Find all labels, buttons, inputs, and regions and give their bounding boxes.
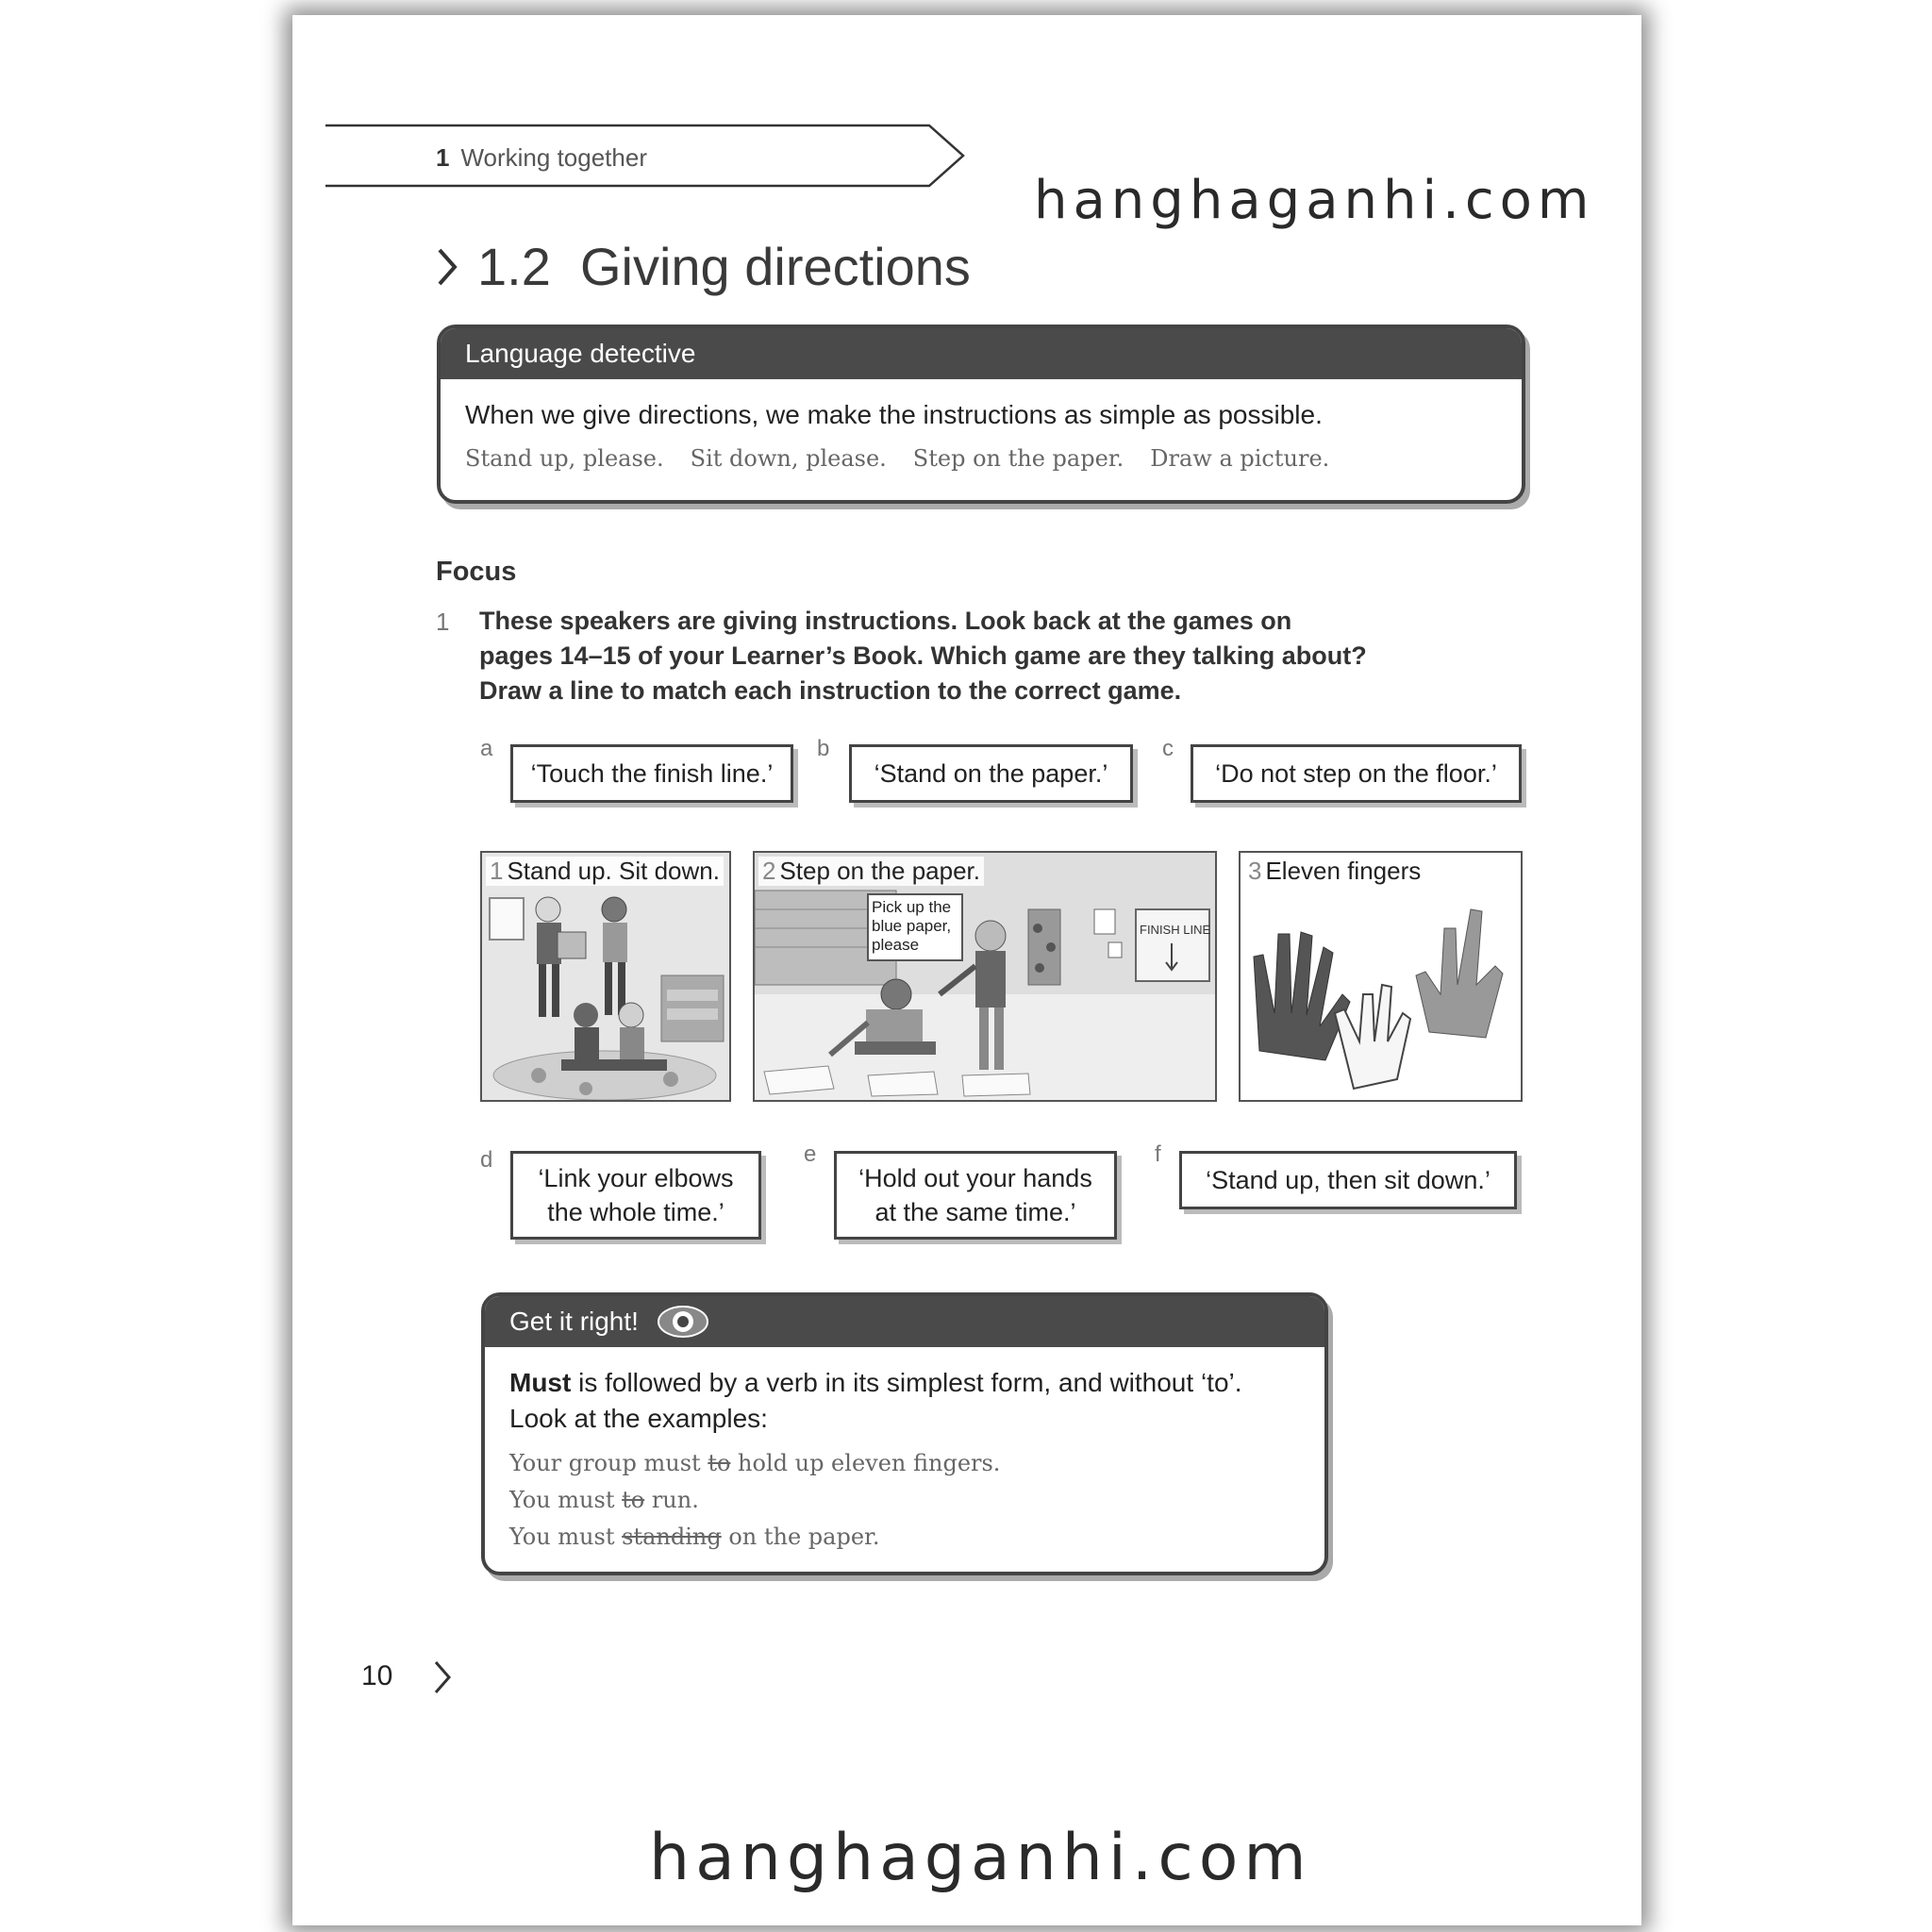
example-sentence [509,1482,1300,1519]
example-before: You must [509,1524,623,1550]
speech-box-c[interactable] [1191,744,1522,803]
finish-line-sign: FINISH LINE [1140,923,1211,937]
chapter-title: Working together [460,143,647,172]
speech-bubble [872,898,962,955]
example-before: Your group must [509,1450,708,1476]
example-phrase: Stand up, please. [465,445,664,472]
speech-bubble-line: blue paper, [872,917,952,935]
example-sentence [509,1519,1300,1556]
watermark-top: hanghaganhi.com [1034,170,1595,231]
picture-title: Stand up. Sit down. [507,857,720,885]
get-it-right-examples [509,1445,1300,1556]
speech-box-a[interactable] [510,744,793,803]
get-it-right-box [481,1292,1328,1575]
example-phrase: Sit down, please. [690,445,887,472]
page-number: 10 [361,1660,393,1691]
speech-line: ‘Link your elbows [538,1164,734,1192]
watermark-bottom: hanghaganhi.com [649,1821,1312,1895]
picture-number: 2 [762,857,776,885]
language-detective-heading: Language detective [441,328,1522,379]
example-after: hold up eleven fingers. [730,1450,1001,1476]
speech-line: ‘Stand up, then sit down.’ [1206,1166,1491,1194]
example-sentence [509,1445,1300,1482]
struck-word: standing [622,1524,722,1550]
picture-number: 1 [490,857,504,885]
question-text [479,604,1423,708]
speech-box-d[interactable] [510,1151,761,1240]
chapter-number: 1 [436,143,450,172]
language-detective-box [437,325,1525,504]
chapter-label [436,143,647,173]
get-it-right-rule [509,1368,1300,1398]
question-number: 1 [436,608,450,636]
speech-box-f[interactable] [1179,1151,1517,1209]
speech-line: at the same time.’ [874,1198,1076,1226]
section-title-text: 1.2 Giving directions [477,237,971,296]
section-title [436,236,971,297]
speech-line: the whole time.’ [547,1198,724,1226]
picture-label [486,857,724,886]
get-it-right-header [485,1296,1324,1347]
question-line: These speakers are giving instructions. Look back at the games on [479,607,1292,635]
picture-label [1244,857,1424,886]
speech-line: ‘Hold out your hands [858,1164,1092,1192]
question-line: pages 14–15 of your Learner’s Book. Which game are they talking about? [479,641,1367,670]
option-letter: f [1155,1141,1161,1167]
example-phrase: Step on the paper. [912,445,1124,472]
option-letter: b [817,736,830,761]
picture-number: 3 [1248,857,1262,885]
step-on-paper-illustration [755,853,1215,1100]
language-detective-text: When we give directions, we make the instructions as simple as possible. [465,400,1323,429]
speech-line: ‘Stand on the paper.’ [874,759,1108,788]
speech-box-e[interactable] [834,1151,1117,1240]
speech-line: ‘Do not step on the floor.’ [1215,759,1497,788]
picture-label [758,857,984,886]
chevron-right-icon [436,246,458,288]
option-letter: d [480,1147,493,1173]
language-detective-examples [465,445,1497,472]
option-letter: c [1162,736,1174,761]
picture-panel-3[interactable] [1239,851,1523,1102]
example-after: run. [644,1487,699,1513]
struck-word: to [708,1450,731,1476]
speech-bubble-line: please [872,936,920,954]
get-it-right-heading: Get it right! [509,1307,639,1336]
picture-panel-2[interactable] [753,851,1217,1102]
example-before: You must [509,1487,623,1513]
must-word: Must [509,1368,572,1397]
picture-title: Eleven fingers [1265,857,1422,885]
chevron-right-icon [432,1658,453,1696]
option-letter: e [804,1141,817,1167]
struck-word: to [622,1487,645,1513]
picture-panel-1[interactable] [480,851,731,1102]
question-line: Draw a line to match each instruction to the correct game. [479,676,1182,705]
children-standing-sitting-illustration [482,853,729,1100]
speech-bubble-line: Pick up the [872,898,952,916]
eye-target-icon [656,1304,710,1340]
hands-illustration [1241,853,1521,1100]
speech-line: ‘Touch the finish line.’ [530,759,774,788]
option-letter: a [480,736,493,761]
get-it-right-line2: Look at the examples: [509,1404,768,1433]
example-after: on the paper. [721,1524,880,1550]
speech-box-b[interactable] [849,744,1133,803]
focus-heading: Focus [436,557,517,587]
example-phrase: Draw a picture. [1150,445,1330,472]
rule-text: is followed by a verb in its simplest form, and without ‘to’. [571,1368,1242,1397]
picture-title: Step on the paper. [779,857,980,885]
